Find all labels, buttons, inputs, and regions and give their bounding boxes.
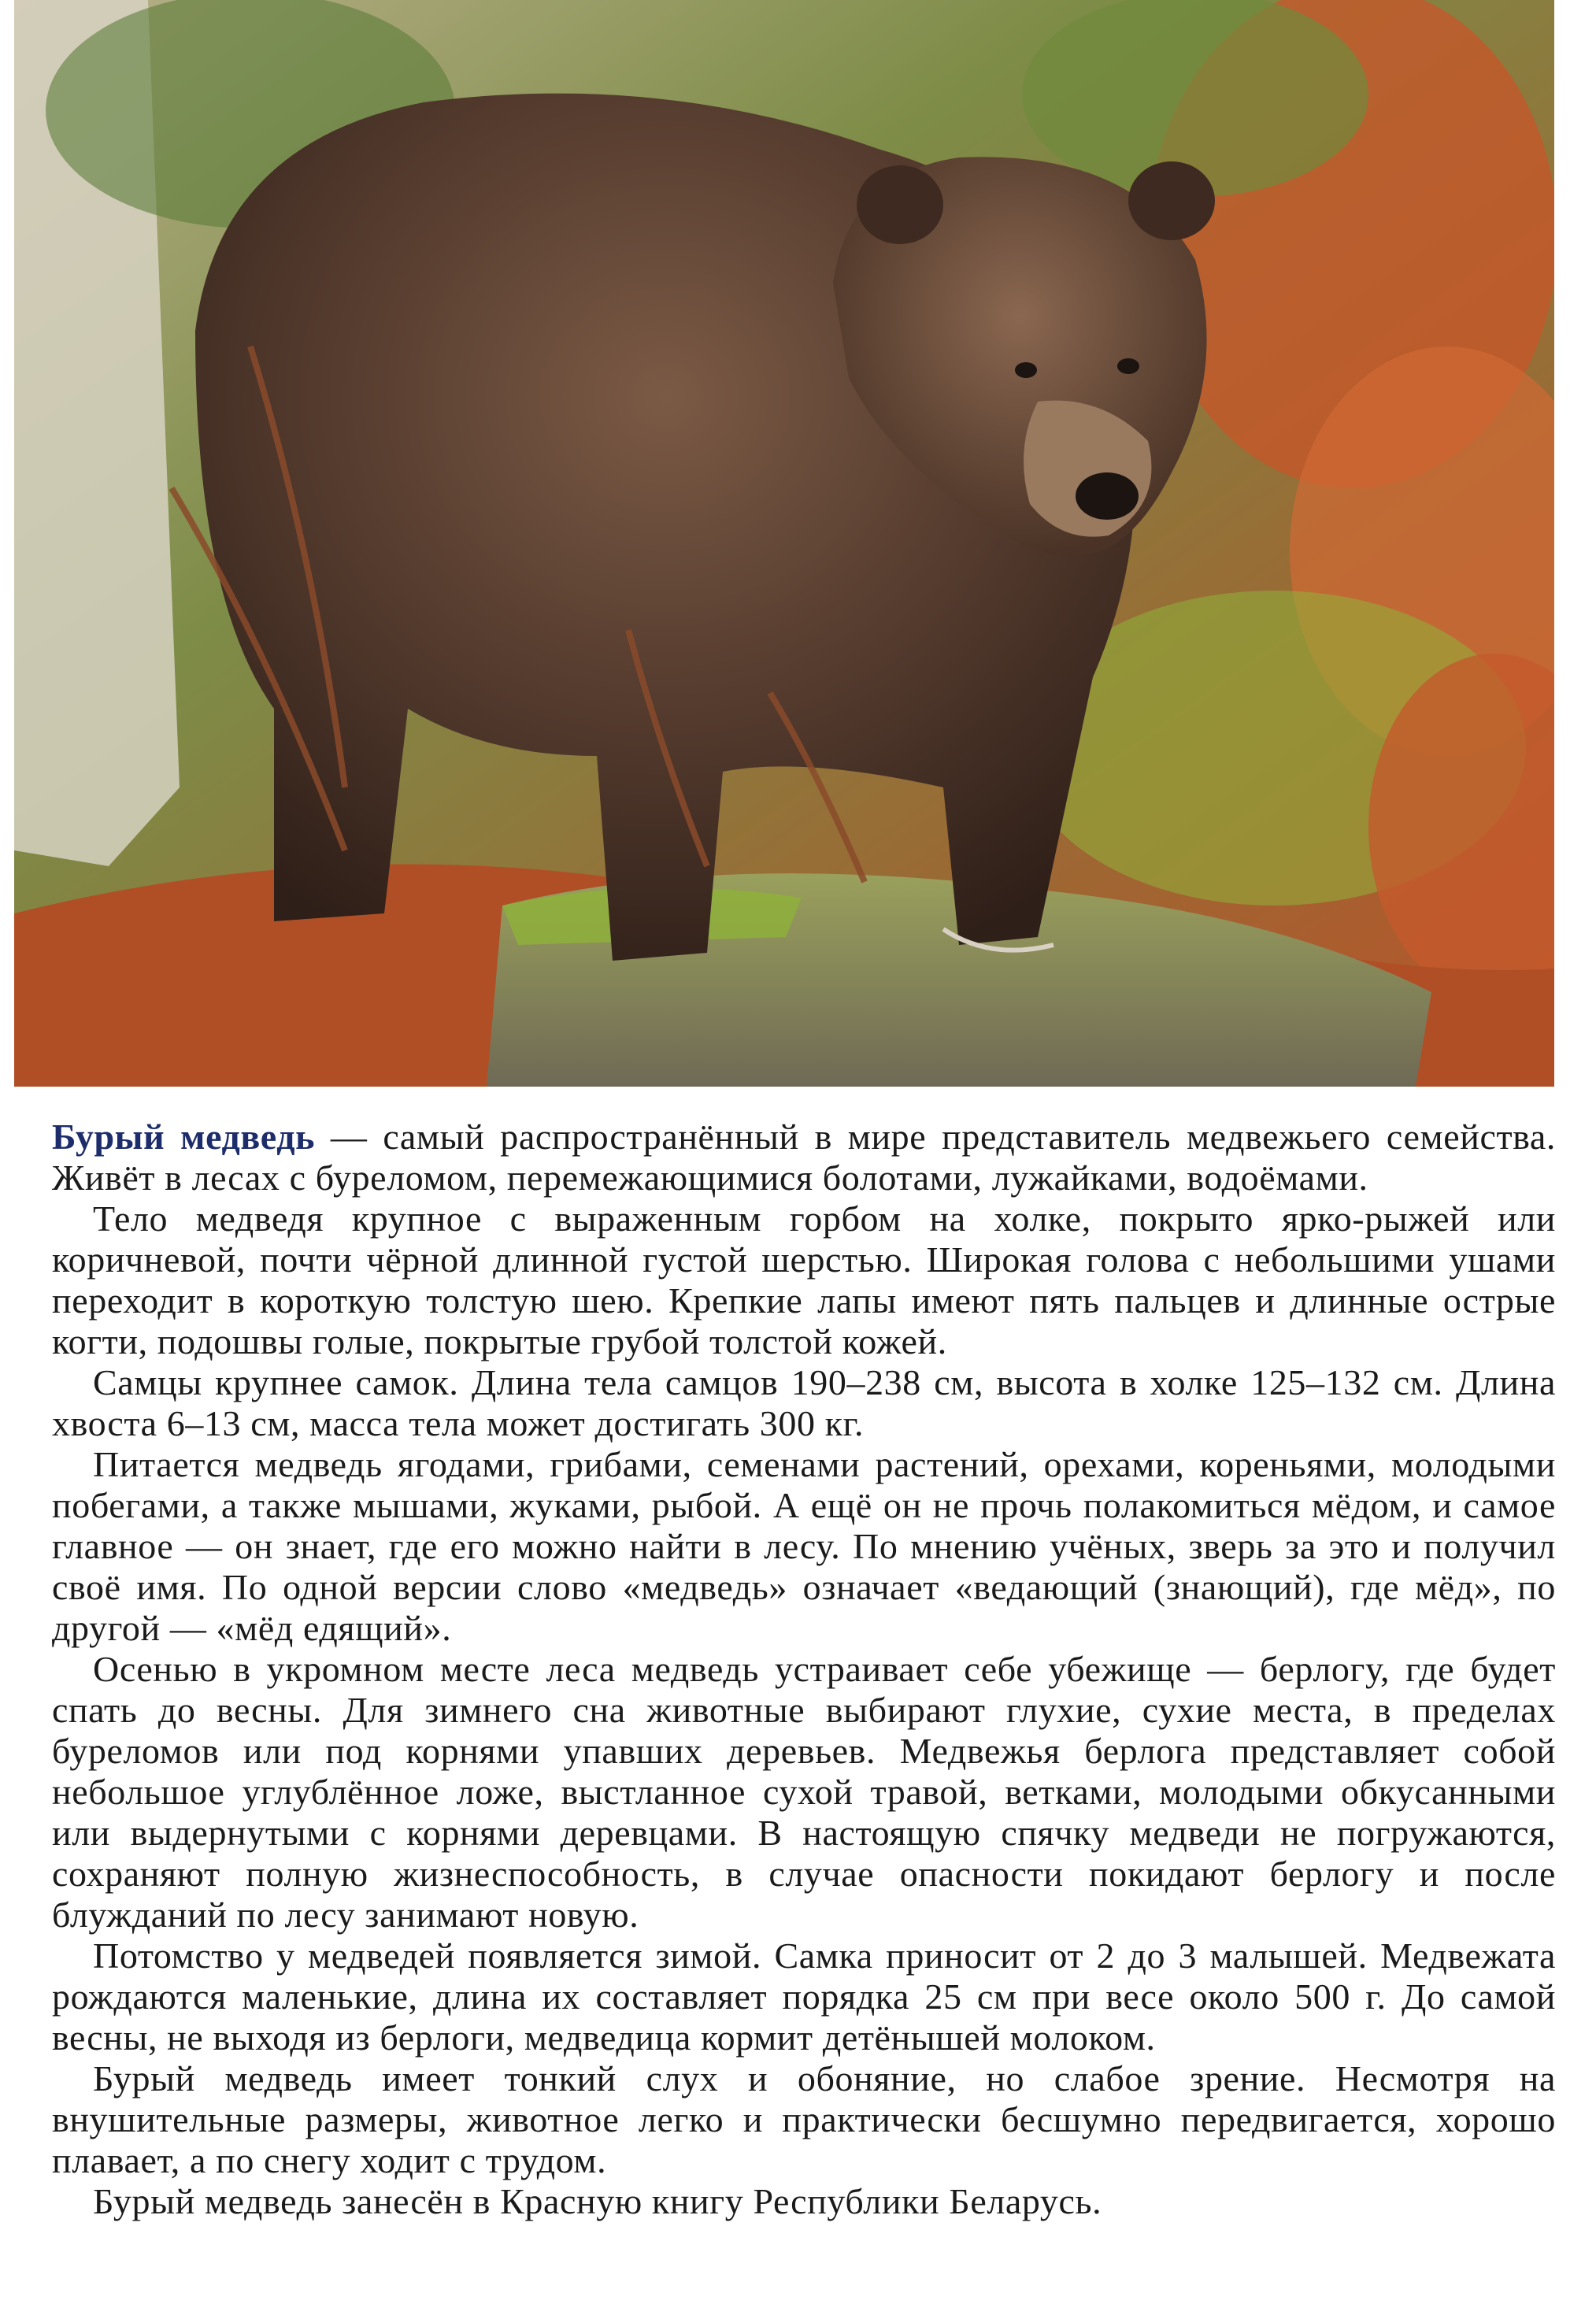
brown-bear-illustration <box>14 0 1554 1087</box>
paragraph-intro <box>52 1117 1556 1198</box>
paragraph-diet: Питается медведь ягодами, грибами, семенами растений, орехами, кореньями, молодыми побегами, а также мышами, жуками, рыбой. А ещё он не прочь полакомиться мёдом, и самое главное — он знает, где его можно найти в лесу. По мнению учёных, зверь за это и получил своё имя. По одной версии слово «медведь» означает «ведающий (знающий), где мёд», по другой — «мёд едящий». <box>52 1444 1556 1648</box>
bear-nose <box>1076 472 1139 520</box>
paragraph-intro-text: — самый распространённый в мире представитель медвежьего семейства. Живёт в лесах с буреломом, перемежающимися болотами, лужайками, водоёмами. <box>52 1117 1556 1198</box>
bear-eye-left <box>1015 362 1037 378</box>
bear-eye-right <box>1117 358 1139 374</box>
paragraph-appearance: Тело медведя крупное с выраженным горбом на холке, покрыто ярко-рыжей или коричневой, почти чёрной длинной густой шерстью. Широкая голова с небольшими ушами переходит в короткую толстую шею. Крепкие лапы имеют пять пальцев и длинные острые когти, подошвы голые, покрытые грубой толстой кожей. <box>52 1198 1556 1361</box>
article-text <box>52 1117 1556 2222</box>
paragraph-den: Осенью в укромном месте леса медведь устраивает себе убежище — берлогу, где будет спать до весны. Для зимнего сна животные выбирают глухие, сухие места, в пределах буреломов или под корнями упавших деревьев. Медвежья берлога представляет собой небольшое углублённое ложе, выстланное сухой травой, ветками, молодыми обкусанными или выдернутыми с корнями деревцами. В настоящую спячку медведи не погружаются, сохраняют полную жизнеспособность, в случае опасности покидают берлогу и после блужданий по лесу занимают новую. <box>52 1649 1556 1935</box>
paragraph-senses: Бурый медведь имеет тонкий слух и обоняние, но слабое зрение. Несмотря на внушительные размеры, животное легко и практически бесшумно передвигается, хорошо плавает, а по снегу ходит с трудом. <box>52 2058 1556 2180</box>
bear-left-ear <box>857 165 943 244</box>
paragraph-offspring: Потомство у медведей появляется зимой. Самка приносит от 2 до 3 малышей. Медвежата рождаются маленькие, длина их составляет порядка 25 см при весе около 500 г. До самой весны, не выходя из берлоги, медведица кормит детёнышей молоком. <box>52 1935 1556 2058</box>
lead-term: Бурый медведь <box>52 1117 315 1157</box>
paragraph-red-book: Бурый медведь занесён в Красную книгу Республики Беларусь. <box>93 2181 1102 2221</box>
paragraph-size: Самцы крупнее самок. Длина тела самцов 190–238 см, высота в холке 125–132 см. Длина хвоста 6–13 см, масса тела может достигать 300 кг. <box>52 1362 1556 1443</box>
bear-right-ear <box>1128 161 1215 240</box>
brown-bear-photo <box>14 0 1554 1087</box>
